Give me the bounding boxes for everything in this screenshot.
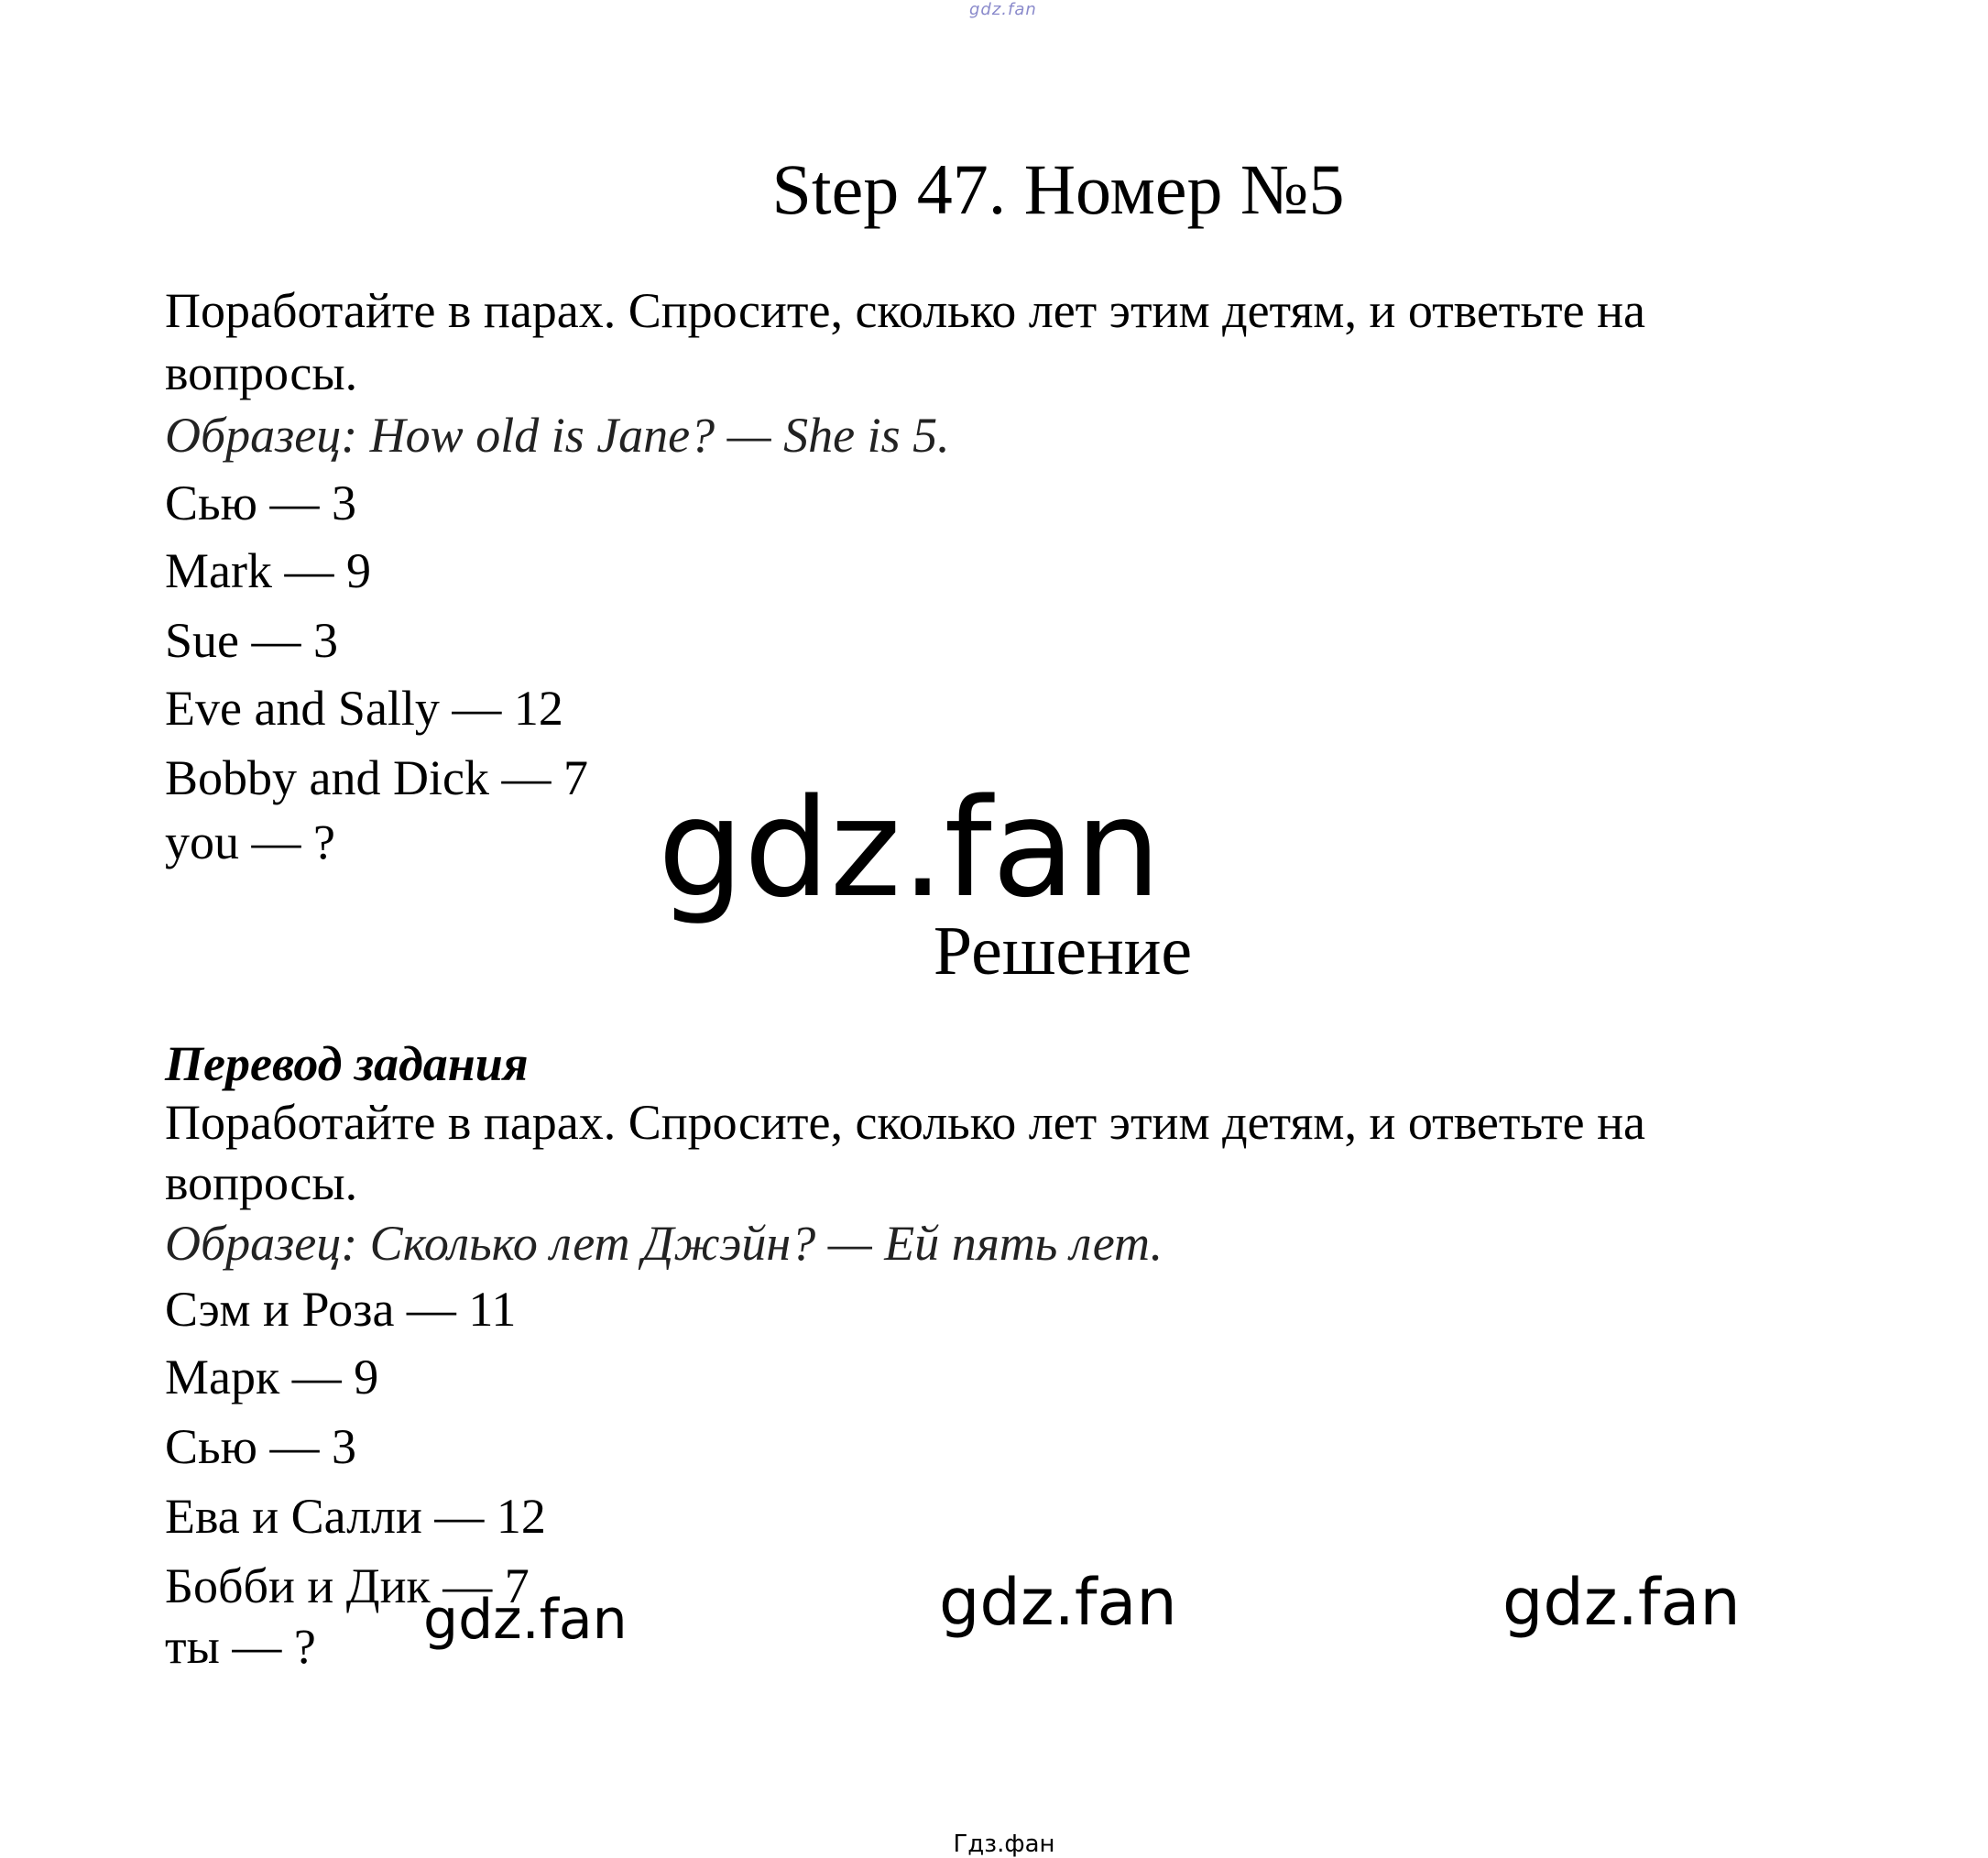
- task-item-2: Mark — 9: [165, 543, 371, 598]
- translation-instruction-line-1: Поработайте в парах. Спросите, сколько лет этим детям, и ответьте на: [165, 1095, 1645, 1150]
- translation-item-5: Бобби и Дик — 7: [165, 1558, 530, 1613]
- translation-item-1: Сэм и Роза — 11: [165, 1282, 517, 1337]
- translation-example: Образец: Сколько лет Джэйн? — Ей пять лет.: [165, 1216, 1163, 1271]
- task-instruction-line-2: вопросы.: [165, 345, 358, 400]
- solution-heading: Решение: [933, 913, 1193, 989]
- task-item-1: Сью — 3: [165, 475, 356, 530]
- top-watermark: gdz.fan: [969, 0, 1037, 19]
- translation-item-4: Ева и Салли — 12: [165, 1489, 546, 1544]
- watermark-bottom-1: gdz.fan: [423, 1588, 628, 1652]
- footer-text: Гдз.фан: [953, 1831, 1055, 1858]
- watermark-large: gdz.fan: [658, 770, 1162, 927]
- translation-item-2: Марк — 9: [165, 1350, 379, 1404]
- task-example: Образец: How old is Jane? — She is 5.: [165, 408, 950, 463]
- page-title: Step 47. Номер №5: [771, 149, 1345, 229]
- task-item-6: you — ?: [165, 814, 335, 869]
- task-item-5: Bobby and Dick — 7: [165, 750, 588, 805]
- translation-instruction-line-2: вопросы.: [165, 1155, 358, 1210]
- task-item-3: Sue — 3: [165, 613, 338, 668]
- translation-item-6: ты — ?: [165, 1619, 316, 1674]
- task-instruction-line-1: Поработайте в парах. Спросите, сколько лет этим детям, и ответьте на: [165, 283, 1645, 338]
- watermark-bottom-3: gdz.fan: [1502, 1565, 1741, 1640]
- task-item-4: Eve and Sally — 12: [165, 681, 563, 736]
- translation-item-3: Сью — 3: [165, 1419, 356, 1474]
- watermark-bottom-2: gdz.fan: [939, 1565, 1177, 1640]
- translation-heading: Перевод задания: [165, 1036, 529, 1091]
